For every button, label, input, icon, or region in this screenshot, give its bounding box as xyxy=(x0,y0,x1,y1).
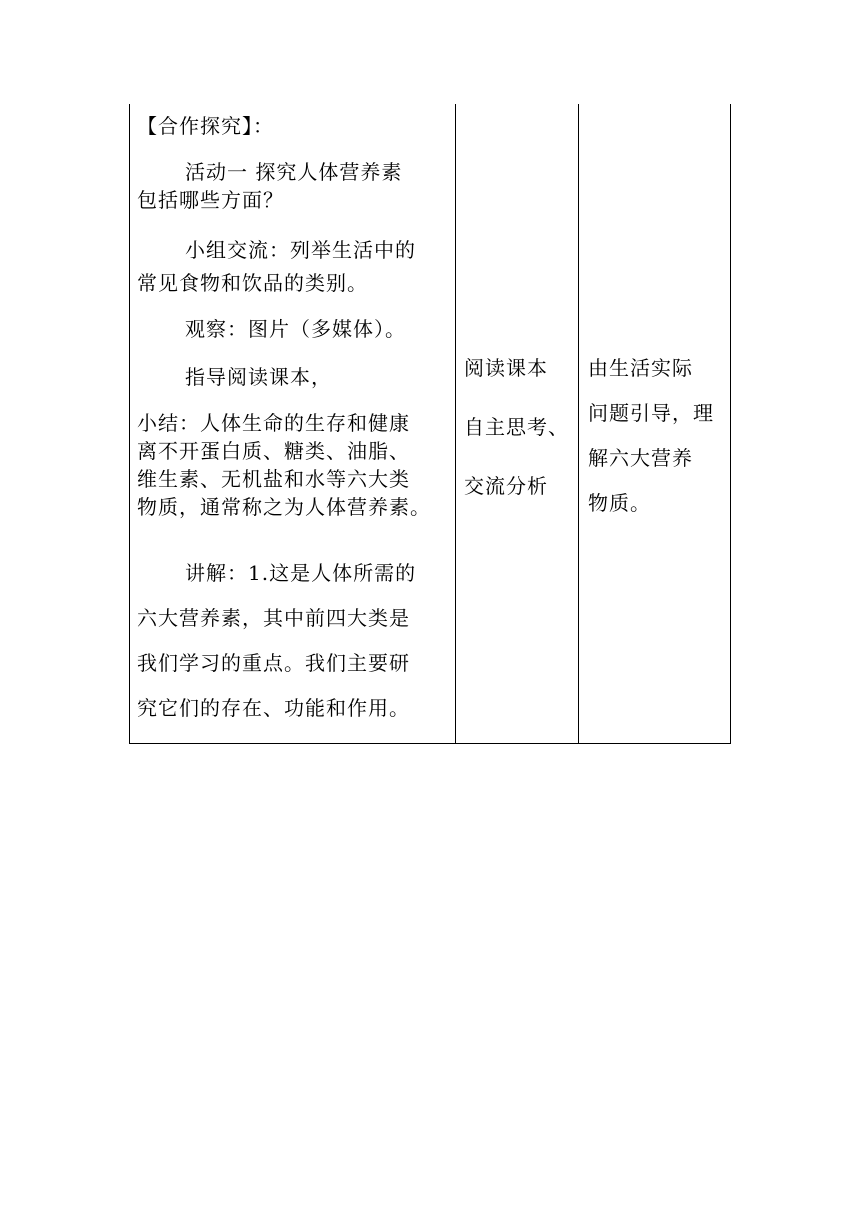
section-heading: 【合作探究】： xyxy=(137,114,274,138)
observe-line: 观察：图片（多媒体）。 xyxy=(185,317,406,341)
summary-line-2: 离不开蛋白质、糖类、油脂、 xyxy=(137,439,410,463)
table-border-bottom xyxy=(129,743,731,744)
group-discussion: 小组交流：列举生活中的 xyxy=(185,238,416,262)
table-border-left xyxy=(129,104,130,744)
summary-line-1: 小结：人体生命的生存和健康 xyxy=(137,411,410,435)
explain-line-2: 六大营养素，其中前四大类是 xyxy=(137,606,410,630)
intent-line-1: 由生活实际 xyxy=(588,356,693,380)
intent-line-3: 解六大营养 xyxy=(588,446,693,470)
student-line-1: 阅读课本 xyxy=(464,356,548,380)
student-line-3: 交流分析 xyxy=(464,474,548,498)
student-line-2: 自主思考、 xyxy=(464,415,569,439)
guide-line: 指导阅读课本， xyxy=(185,365,332,389)
intent-line-2: 问题引导，理 xyxy=(588,401,714,425)
summary-line-3: 维生素、无机盐和水等六大类 xyxy=(137,467,410,491)
explain-line-1: 讲解：1.这是人体所需的 xyxy=(185,561,417,585)
activity-title-cont: 包括哪些方面？ xyxy=(137,188,284,212)
group-discussion-cont: 常见食物和饮品的类别。 xyxy=(137,271,368,295)
table-border-right xyxy=(730,104,731,744)
explain-line-4: 究它们的存在、功能和作用。 xyxy=(137,696,410,720)
column-divider-1 xyxy=(455,104,456,744)
summary-line-4: 物质，通常称之为人体营养素。 xyxy=(137,495,431,519)
explain-line-3: 我们学习的重点。我们主要研 xyxy=(137,651,410,675)
column-divider-2 xyxy=(578,104,579,744)
activity-title: 活动一 探究人体营养素 xyxy=(185,160,403,184)
lesson-table xyxy=(129,104,731,744)
intent-line-4: 物质。 xyxy=(588,491,651,515)
